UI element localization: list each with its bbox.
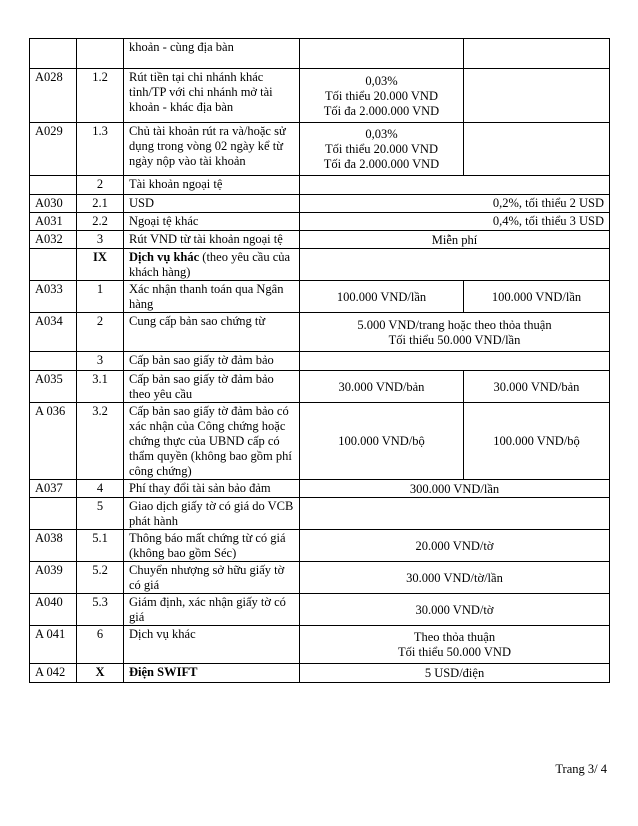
fee-description: Chuyển nhượng sở hữu giấy tờ có giá: [124, 562, 300, 594]
table-row: [30, 281, 610, 313]
item-number: [77, 39, 124, 69]
table-row: [30, 530, 610, 562]
fee-description: Cấp bản sao giấy tờ đảm bảo theo yêu cầu: [124, 371, 300, 403]
fee-value: 100.000 VND/bộ: [300, 403, 464, 480]
fee-description: Cấp bản sao giấy tờ đảm bảo có xác nhận của Công chứng hoặc chứng thực của UBND cấp có thẩm quyền (không bao gồm phí công chứng): [124, 403, 300, 480]
fee-code: A039: [30, 562, 77, 594]
fee-description: Giám định, xác nhận giấy tờ có giá: [124, 594, 300, 626]
fee-code: A038: [30, 530, 77, 562]
fee-code: [30, 39, 77, 69]
fee-code: A 036: [30, 403, 77, 480]
fee-description: Xác nhận thanh toán qua Ngân hàng: [124, 281, 300, 313]
section-title-bold: Dịch vụ khác: [129, 250, 200, 264]
fee-description: Rút VND từ tài khoản ngoại tệ: [124, 231, 300, 249]
fee-description: Thông báo mất chứng từ có giá (không bao gồm Séc): [124, 530, 300, 562]
fee-value: 30.000 VND/bản: [464, 371, 610, 403]
fee-code: [30, 352, 77, 371]
table-row: [30, 39, 610, 69]
item-number: 2.2: [77, 213, 124, 231]
table-row: [30, 231, 610, 249]
table-row: [30, 562, 610, 594]
section-title: [124, 249, 300, 281]
fee-description: Phí thay đổi tài sản bảo đảm: [124, 480, 300, 498]
fee-value: 100.000 VND/bộ: [464, 403, 610, 480]
fee-value: 30.000 VND/tờ: [300, 594, 610, 626]
item-number: 3.1: [77, 371, 124, 403]
table-row: [30, 313, 610, 352]
fee-code: A040: [30, 594, 77, 626]
fee-code: [30, 249, 77, 281]
item-number: 5.3: [77, 594, 124, 626]
fee-code: A028: [30, 69, 77, 123]
table-row: [30, 176, 610, 195]
item-number: 2: [77, 313, 124, 352]
table-row: [30, 498, 610, 530]
table-row: [30, 352, 610, 371]
fee-empty: [300, 249, 610, 281]
fee-value: 0,03% Tối thiểu 20.000 VND Tối đa 2.000.000 VND: [300, 69, 464, 123]
fee-value: 5.000 VND/trang hoặc theo thỏa thuận Tối thiểu 50.000 VND/lần: [300, 313, 610, 352]
fee-value: 0,2%, tối thiểu 2 USD: [300, 195, 610, 213]
fee-description: khoản - cùng địa bàn: [124, 39, 300, 69]
fee-empty: [300, 352, 610, 371]
fee-empty: [464, 39, 610, 69]
fee-value: Miễn phí: [300, 231, 610, 249]
item-number: 5.1: [77, 530, 124, 562]
fee-code: A029: [30, 123, 77, 176]
item-number: 1: [77, 281, 124, 313]
fee-empty: [464, 123, 610, 176]
fee-empty: [300, 39, 464, 69]
fee-code: [30, 176, 77, 195]
fee-value: 30.000 VND/tờ/lần: [300, 562, 610, 594]
fee-description: Tài khoản ngoại tệ: [124, 176, 300, 195]
section-number: X: [77, 664, 124, 683]
fee-code: A032: [30, 231, 77, 249]
item-number: 5: [77, 498, 124, 530]
fee-code: A030: [30, 195, 77, 213]
item-number: 3: [77, 231, 124, 249]
table-row: [30, 371, 610, 403]
item-number: 1.3: [77, 123, 124, 176]
fee-value: 0,03% Tối thiểu 20.000 VND Tối đa 2.000.000 VND: [300, 123, 464, 176]
fee-empty: [300, 176, 610, 195]
item-number: 2: [77, 176, 124, 195]
fee-code: A034: [30, 313, 77, 352]
fee-value: Theo thỏa thuận Tối thiểu 50.000 VND: [300, 626, 610, 664]
table-row: [30, 69, 610, 123]
fee-value: 0,4%, tối thiểu 3 USD: [300, 213, 610, 231]
page-number: Trang 3/ 4: [555, 762, 607, 776]
fee-empty: [464, 69, 610, 123]
table-row: [30, 213, 610, 231]
fee-code: A037: [30, 480, 77, 498]
fee-code: A 042: [30, 664, 77, 683]
fee-code: A033: [30, 281, 77, 313]
section-title: Điện SWIFT: [124, 664, 300, 683]
fee-description: Ngoại tệ khác: [124, 213, 300, 231]
fee-table: [29, 38, 610, 683]
item-number: 1.2: [77, 69, 124, 123]
table-row: [30, 480, 610, 498]
fee-value: 100.000 VND/lần: [300, 281, 464, 313]
table-row: [30, 249, 610, 281]
fee-value: 20.000 VND/tờ: [300, 530, 610, 562]
fee-code: A031: [30, 213, 77, 231]
item-number: 2.1: [77, 195, 124, 213]
item-number: 6: [77, 626, 124, 664]
fee-description: Cung cấp bản sao chứng từ: [124, 313, 300, 352]
table-row: [30, 594, 610, 626]
fee-code: A 041: [30, 626, 77, 664]
item-number: 3: [77, 352, 124, 371]
table-row: [30, 403, 610, 480]
fee-value: 300.000 VND/lần: [300, 480, 610, 498]
table-row: [30, 626, 610, 664]
fee-description: USD: [124, 195, 300, 213]
fee-description: Rút tiền tại chi nhánh khác tỉnh/TP với chi nhánh mở tài khoản - khác địa bàn: [124, 69, 300, 123]
fee-description: Cấp bản sao giấy tờ đảm bảo: [124, 352, 300, 371]
fee-value: 30.000 VND/bản: [300, 371, 464, 403]
item-number: 5.2: [77, 562, 124, 594]
fee-empty: [300, 498, 610, 530]
section-number: IX: [77, 249, 124, 281]
fee-code: [30, 498, 77, 530]
fee-value: 100.000 VND/lần: [464, 281, 610, 313]
fee-description: Giao dịch giấy tờ có giá do VCB phát hành: [124, 498, 300, 530]
item-number: 3.2: [77, 403, 124, 480]
item-number: 4: [77, 480, 124, 498]
fee-code: A035: [30, 371, 77, 403]
fee-description: Dịch vụ khác: [124, 626, 300, 664]
fee-value: 5 USD/điện: [300, 664, 610, 683]
fee-description: Chủ tài khoản rút ra và/hoặc sử dụng trong vòng 02 ngày kể từ ngày nộp vào tài khoản: [124, 123, 300, 176]
section-title-rest: (theo yêu cầu của khách hàng): [129, 250, 291, 279]
table-row: [30, 123, 610, 176]
table-row: [30, 664, 610, 683]
table-row: [30, 195, 610, 213]
